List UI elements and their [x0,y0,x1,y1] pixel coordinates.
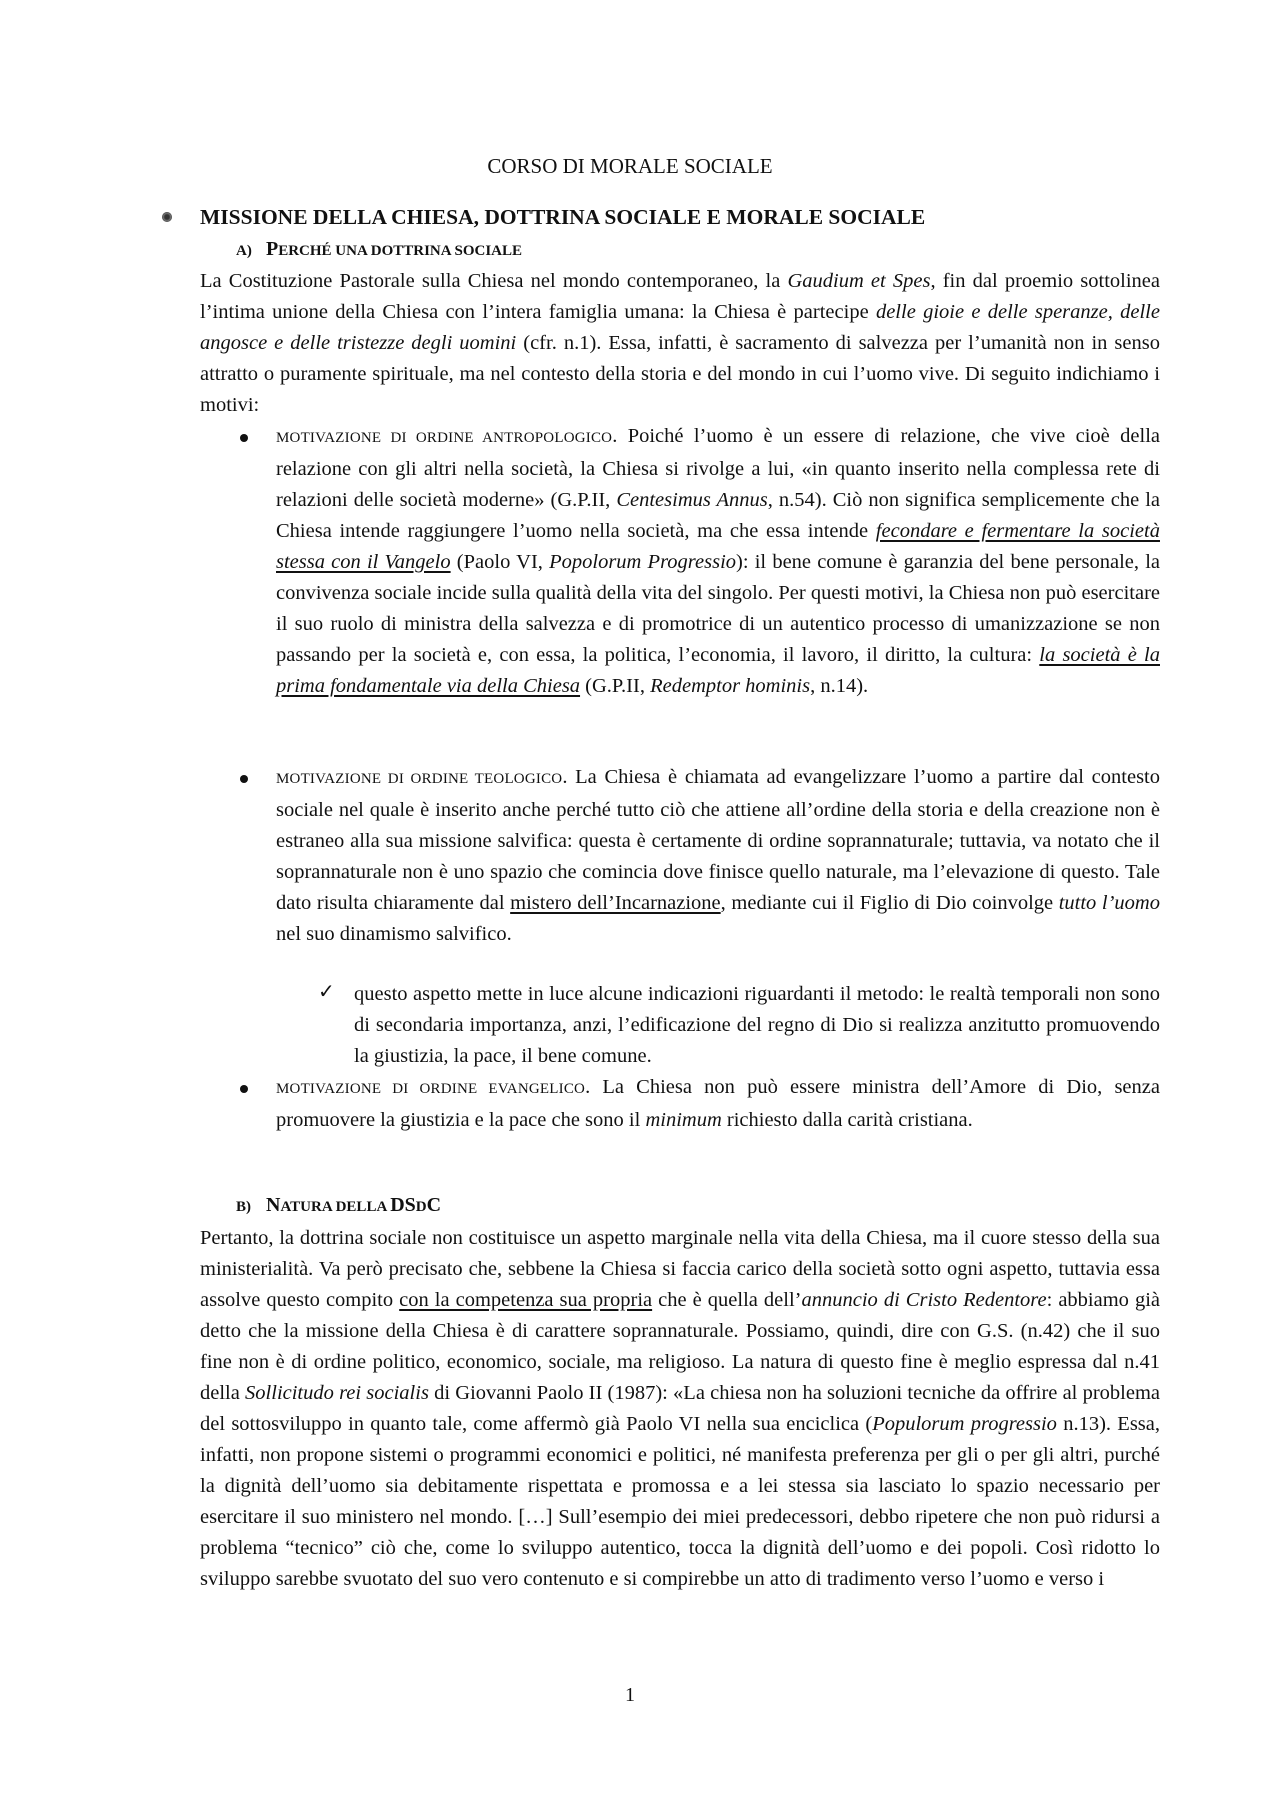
subheading-b-initial: N [266,1194,281,1216]
mot2-text-1: . La Chiesa è chiamata ad evangelizzare l’uomo a partire dal contesto sociale nel quale è inserito anche perché tutto ciò che attiene all’ordine della storia e della creazione non è estraneo alla sua missione salvifica: questa è certamente di ordine soprannaturale; tuttavia, va notato che il soprannaturale non è uno spazio che comincia dove finisce quello naturale, ma l’elevazione di questo. Tale dato risulta chiaramente dal [276,766,1160,914]
natura-text-3: : abbiamo già detto che la missione della Chiesa è di carattere soprannaturale. Possiamo, quindi, dire con G.S. (n.42) che il suo fine non è di ordine politico, economico, sociale, ma religioso. La natura di questo fine è meglio espressa dal n.41 della [200,1289,1160,1404]
natura-text-5: n.13). Essa, infatti, non propone sistemi o programmi economici e politici, né manifesta preferenza per gli o per gli altri, purché la dignità dell’uomo sia debitamente rispettata e promossa e a lei stessa sia lasciato lo spazio necessario per esercitare il suo ministero nel mondo. […] Sull’esempio dei miei predecessori, debbo ripetere che non può ridursi a problema “tecnico” ciò che, come lo sviluppo autentico, tocca la dignità dell’uomo e dei popoli. Così ridotto lo sviluppo sarebbe svuotato del suo vero contenuto e si compirebbe un atto di tradimento verso l’uomo e verso i [200,1413,1161,1590]
list-item-evangelico [276,1072,1160,1136]
subheading-a-letter: A) [236,243,252,259]
mot1-italic-1: Centesimus Annus [616,489,768,511]
intro-paragraph [200,266,1160,421]
natura-paragraph [200,1223,1160,1595]
list-item-antropologico [276,421,1160,702]
subheading-a-initial: P [266,238,279,260]
bullet-icon [240,1085,248,1093]
document-title: CORSO DI MORALE SOCIALE [487,154,773,178]
intro-italic-1: Gaudium et Spes [787,270,931,292]
mot1-underline-2: la società è la prima fondamentale via della Chiesa [276,644,1160,697]
list-item-teologico [276,762,1160,950]
motivation-label: MOTIVAZIONE DI ORDINE EVANGELICO [276,1081,586,1097]
mot1-text-1: . Poiché l’uomo è un essere di relazione, che vive cioè della relazione con gli altri nella società, la Chiesa si rivolge a lui, «in quanto inserito nella complessa rete di relazioni delle società moderne» (G.P.II, [276,425,1160,511]
page-number: 1 [625,1684,635,1706]
list-item-text [276,421,1160,702]
mot1-text-2: , n.54). Ciò non significa semplicemente che la Chiesa intende raggiungere l’uomo nella società, ma che essa intende [276,489,1160,542]
intro-text-2: , fin dal proemio sottolinea l’intima unione della Chiesa con l’intera famiglia umana: la Chiesa è partecipe [200,270,1160,323]
natura-text-2: che è quella dell’ [652,1289,802,1311]
mot2-underline-1: mistero dell’Incarnazione [510,892,721,914]
mot1-text-6: , n.14). [810,675,869,697]
section-bullet-icon [162,212,172,222]
list-item-text [276,762,1160,950]
subheading-b-c: C [426,1194,442,1216]
subheading-b [236,1194,441,1217]
mot1-italic-2: Popolorum Progressio [549,551,737,573]
checklist-item-text: questo aspetto mette in luce alcune indicazioni riguardanti il metodo: le realtà temporali non sono di secondaria importanza, anzi, l’edificazione del regno di Dio si realizza anzitutto promuovendo la giustizia, la pace, il bene comune. [354,983,1160,1067]
bullet-icon [240,775,248,783]
mot3-text-1: . La Chiesa non può essere ministra dell’Amore di Dio, senza promuovere la giustizia e la pace che sono il [276,1076,1160,1131]
mot2-text-2: , mediante cui il Figlio di Dio coinvolge [720,892,1059,914]
mot1-text-3: (Paolo VI, [450,551,550,573]
natura-italic-3: Populorum progressio [872,1413,1057,1435]
natura-underline-1: con la competenza sua propria [399,1289,653,1311]
mot1-italic-3: Redemptor hominis [650,675,811,697]
mot3-text-2: richiesto dalla carità cristiana. [721,1109,973,1131]
subheading-b-ds: DS [390,1194,416,1216]
checklist-item [318,979,1160,1072]
motivation-label: MOTIVAZIONE DI ORDINE TEOLOGICO [276,771,563,787]
intro-italic-2: delle gioie e delle speranze, delle angosce e delle tristezze degli uomini [200,301,1160,354]
natura-italic-2: Sollicitudo rei socialis [245,1382,429,1404]
mot3-italic-1: minimum [645,1109,722,1131]
checkmark-icon: ✓ [318,981,335,1003]
subheading-b-d: D [415,1199,427,1215]
intro-text-3: (cfr. n.1). Essa, infatti, è sacramento di salvezza per l’umanità non in senso attratto o puramente spirituale, ma nel contesto della storia e del mondo in cui l’uomo vive. Di seguito indichiamo i motivi: [200,332,1160,416]
mot1-text-4: ): il bene comune è garanzia del bene personale, la convivenza sociale incide sulla qualità della vita del singolo. Per questi motivi, la Chiesa non può esercitare il suo ruolo di ministra della salvezza e di promotrice di un autentico processo di umanizzazione se non passando per la società e, con essa, la politica, l’economia, il lavoro, il diritto, la cultura: [276,551,1160,666]
natura-italic-1: annuncio di Cristo Redentore [801,1289,1047,1311]
motivation-label: MOTIVAZIONE DI ORDINE ANTROPOLOGICO [276,430,613,446]
natura-text-1: Pertanto, la dottrina sociale non costituisce un aspetto marginale nella vita della Chiesa, ma il cuore stesso della sua ministerialità. Va però precisato che, sebbene la Chiesa si faccia carico della società sotto ogni aspetto, tuttavia essa assolve questo compito [200,1227,1160,1311]
subheading-b-text: ATURA DELLA [280,1199,391,1215]
section-heading: MISSIONE DELLA CHIESA, DOTTRINA SOCIALE E MORALE SOCIALE [200,205,926,229]
subheading-a-text: ERCHÉ UNA DOTTRINA SOCIALE [278,243,523,259]
mot1-text-5: (G.P.II, [580,675,651,697]
mot2-text-3: nel suo dinamismo salvifico. [276,923,512,945]
subheading-a [236,238,522,261]
natura-text-4: di Giovanni Paolo II (1987): «La chiesa non ha soluzioni tecniche da offrire al problema del sottosviluppo in quanto tale, come affermò già Paolo VI nella sua enciclica ( [200,1382,1160,1435]
mot1-underline-1: fecondare e fermentare la società stessa con il Vangelo [276,520,1160,573]
mot2-italic-1: tutto l’uomo [1058,892,1160,914]
list-item-text [276,1072,1160,1136]
bullet-icon [240,434,248,442]
intro-text-1: La Costituzione Pastorale sulla Chiesa nel mondo contemporaneo, la [200,270,788,292]
subheading-b-letter: B) [236,1199,251,1215]
